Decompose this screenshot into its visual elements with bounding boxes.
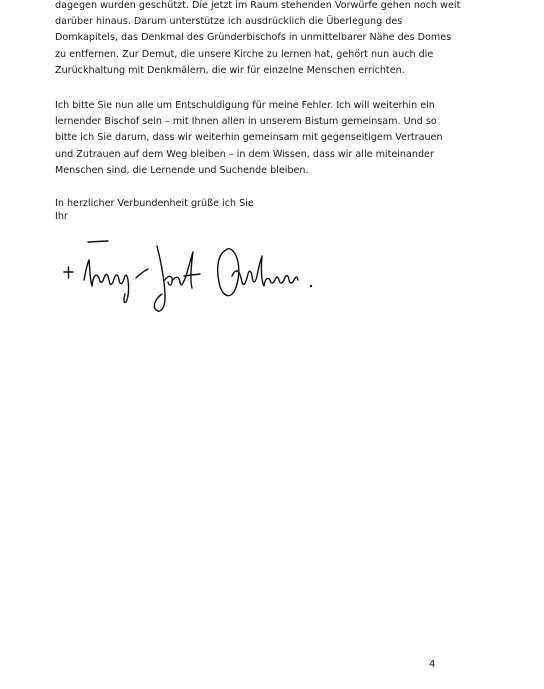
text-line: und Zutrauen auf dem Weg bleiben – in dem Wissen, dass wir alle miteinander (55, 148, 434, 160)
paragraph-apology (55, 98, 455, 179)
text-line: zu entfernen. Zur Demut, die unsere Kirche zu lernen hat, gehört nun auch die (55, 48, 434, 60)
text-line: Menschen sind, die Lernende und Suchende bleiben. (55, 164, 309, 176)
text-line: dagegen wurden geschützt. Die jetzt im Raum stehenden Vorwürfe gehen noch weit (55, 0, 461, 11)
page-number: 4 (429, 659, 436, 670)
closing-salutation (55, 198, 455, 223)
paragraph-monument (55, 0, 461, 79)
text-line: Domkapitels, das Denkmal des Gründerbischofs in unmittelbarer Nähe des Domes (55, 32, 452, 44)
text-line: lernender Bischof sein – mit Ihnen allen in unserem Bistum gemeinsam. Und so (55, 116, 437, 128)
text-line: bitte ich Sie darum, dass wir weiterhin gemeinsam mit gegenseitigem Vertrauen (55, 132, 443, 144)
text-line: Zurückhaltung mit Denkmälern, die wir für einzelne Menschen errichten. (55, 64, 405, 76)
handwritten-signature (62, 236, 327, 326)
text-line: darüber hinaus. Darum unterstütze ich ausdrücklich die Überlegung des (55, 16, 403, 28)
text-line: Ihr (55, 210, 68, 222)
text-line: Ich bitte Sie nun alle um Entschuldigung für meine Fehler. Ich will weiterhin ein (55, 100, 435, 111)
text-line: In herzlicher Verbundenheit grüße ich Sie (55, 198, 254, 209)
